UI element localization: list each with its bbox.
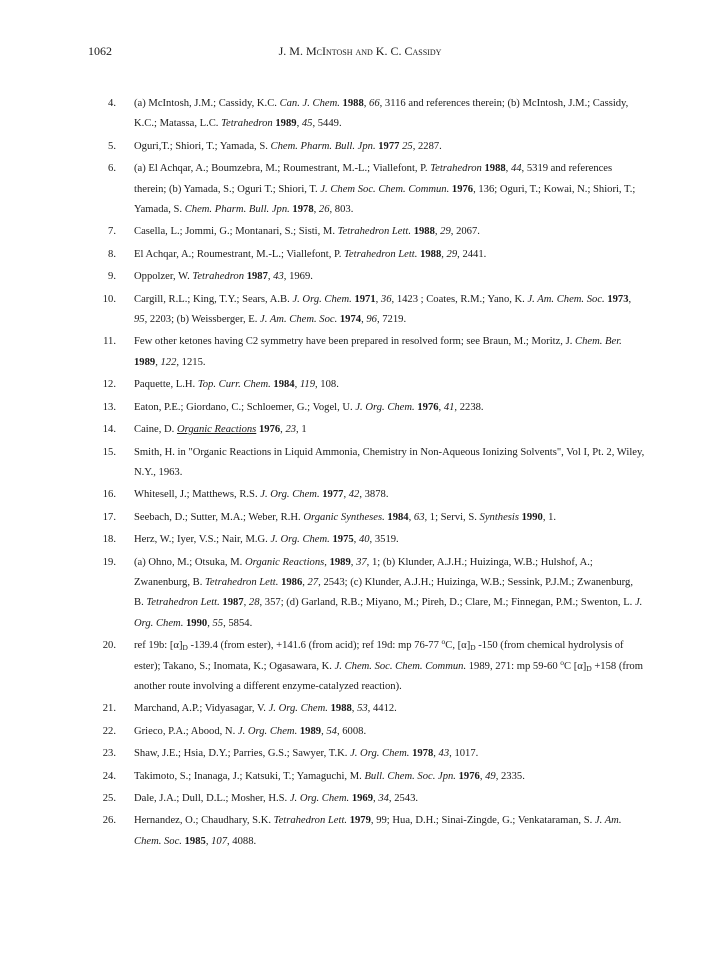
reference-item xyxy=(100,245,645,265)
reference-text: Takimoto, S.; Inanaga, J.; Katsuki, T.; Yamaguchi, M. Bull. Chem. Soc. Jpn. 1976, 49, 2335. xyxy=(134,770,525,782)
reference-number: 11. xyxy=(103,336,116,348)
reference-item xyxy=(100,699,645,719)
running-head-text: J. M. McIntosh and K. C. Cassidy xyxy=(278,44,442,58)
reference-text: Whitesell, J.; Matthews, R.S. J. Org. Chem. 1977, 42, 3878. xyxy=(134,489,389,501)
reference-item xyxy=(100,159,645,220)
reference-item xyxy=(100,485,645,505)
reference-number: 6. xyxy=(108,163,116,175)
reference-text: (a) Ohno, M.; Otsuka, M. Organic Reactions, 1989, 37, 1; (b) Klunder, A.J.H.; Huizinga, W.B.; Hulshof, A.; Zwanenburg, B. Tetrahedron Lett. 1986, 27, 2543; (c) Klunder, A.J.H.; Huizinga, W.B.; Sessink, P.J.M.; Zwanenburg, B. Tetrahedron Lett. 1987, 28, 357; (d) Garland, R.B.; Miyano, M.; Pireh, D.; Clare, M.; Finnegan, P.M.; Swenton, L. J. Org. Chem. 1990, 55, 5854. xyxy=(134,556,643,629)
reference-number: 15. xyxy=(102,446,116,458)
reference-number: 8. xyxy=(108,248,116,260)
reference-number: 16. xyxy=(102,489,116,501)
reference-number: 19. xyxy=(102,556,116,568)
reference-number: 24. xyxy=(102,770,116,782)
reference-text: Marchand, A.P.; Vidyasagar, V. J. Org. Chem. 1988, 53, 4412. xyxy=(134,703,397,715)
reference-text: (a) El Achqar, A.; Boumzebra, M.; Roumestrant, M.-L.; Viallefont, P. Tetrahedron 1988, 44, 5319 and references therein; (b) Yamada, S.; Oguri T.; Shiori, T. J. Chem Soc. Chem. Commun. 1976, 136; Oguri, T.; Kowai, N.; Shiori, T.; Yamada, S. Chem. Pharm. Bull. Jpn. 1978, 26, 803. xyxy=(134,163,636,216)
reference-item xyxy=(100,553,645,635)
reference-number: 21. xyxy=(102,703,116,715)
running-head xyxy=(88,44,632,59)
reference-item xyxy=(100,767,645,787)
reference-item xyxy=(100,722,645,742)
reference-item xyxy=(100,789,645,809)
reference-number: 25. xyxy=(102,793,116,804)
reference-text: ref 19b: $[\alpha]_D$ -139.4 (from ester), +141.6 (from acid); ref 19d: mp 76-77 $^o$C, $[\alpha]_D$ -150 (from chemical hydrolysis of ester); Takano, S.; Inomata, K.; Ogasawara, K. J. Chem. Soc. Chem. Commun. 1989, 271: mp 59-60 $^o$C $[\alpha]_D +158$ (from another route involving a different enzyme-catalyzed reaction). xyxy=(134,637,643,692)
reference-item xyxy=(100,267,645,287)
reference-item xyxy=(100,420,645,440)
reference-text: Seebach, D.; Sutter, M.A.; Weber, R.H. Organic Syntheses. 1984, 63, 1; Servi, S. Synthesis 1990, 1. xyxy=(134,511,557,523)
reference-number: 10. xyxy=(102,293,116,305)
reference-item xyxy=(100,508,645,528)
reference-item xyxy=(100,398,645,418)
reference-text: Eaton, P.E.; Giordano, C.; Schloemer, G.; Vogel, U. J. Org. Chem. 1976, 41, 2238. xyxy=(134,401,484,413)
reference-item xyxy=(100,332,645,373)
reference-item xyxy=(100,94,645,135)
reference-number: 23. xyxy=(102,748,116,760)
page-number: 1062 xyxy=(88,44,112,58)
reference-item xyxy=(100,443,645,484)
reference-text: Oguri,T.; Shiori, T.; Yamada, S. Chem. Pharm. Bull. Jpn. 1977 25, 2287. xyxy=(134,140,442,152)
reference-text: Grieco, P.A.; Abood, N. J. Org. Chem. 1989, 54, 6008. xyxy=(134,725,367,737)
reference-text: Herz, W.; Iyer, V.S.; Nair, M.G. J. Org. Chem. 1975, 40, 3519. xyxy=(134,534,399,546)
reference-text: Smith, H. in "Organic Reactions in Liquid Ammonia, Chemistry in Non-Aqueous Ionizing Solvents", Vol I, Pt. 2, Wiley, N.Y., 1963. xyxy=(134,446,645,478)
reference-text: Casella, L.; Jommi, G.; Montanari, S.; Sisti, M. Tetrahedron Lett. 1988, 29, 2067. xyxy=(134,226,480,238)
reference-number: 14. xyxy=(102,424,116,436)
reference-number: 20. xyxy=(102,640,116,652)
reference-text: Shaw, J.E.; Hsia, D.Y.; Parries, G.S.; Sawyer, T.K. J. Org. Chem. 1978, 43, 1017. xyxy=(134,748,479,760)
reference-number: 12. xyxy=(102,379,116,391)
reference-text: Paquette, L.H. Top. Curr. Chem. 1984, 119, 108. xyxy=(134,379,339,391)
reference-list xyxy=(100,94,645,854)
reference-number: 22. xyxy=(102,725,116,737)
reference-text: (a) McIntosh, J.M.; Cassidy, K.C. Can. J. Chem. 1988, 66, 3116 and references therein; (b) McIntosh, J.M.; Cassidy, K.C.; Matassa, L.C. Tetrahedron 1989, 45, 5449. xyxy=(134,98,629,130)
reference-text: Hernandez, O.; Chaudhary, S.K. Tetrahedron Lett. 1979, 99; Hua, D.H.; Sinai-Zingde, G.; Venkataraman, S. J. Am. Chem. Soc. 1985, 107, 4088. xyxy=(134,815,622,847)
reference-number: 9. xyxy=(108,271,116,283)
page-header xyxy=(88,44,632,62)
reference-item xyxy=(100,222,645,242)
reference-item xyxy=(100,375,645,395)
reference-item xyxy=(100,744,645,764)
reference-number: 26. xyxy=(102,815,116,827)
reference-text: Caine, D. Organic Reactions 1976, 23, 1 xyxy=(134,424,307,436)
reference-text: Dale, J.A.; Dull, D.L.; Mosher, H.S. J. Org. Chem. 1969, 34, 2543. xyxy=(134,793,419,804)
reference-text: Few other ketones having C2 symmetry have been prepared in resolved form; see Braun, M.; Moritz, J. Chem. Ber. 1989, 122, 1215. xyxy=(134,336,622,368)
reference-item xyxy=(100,811,645,852)
reference-number: 18. xyxy=(102,534,116,546)
reference-text: Cargill, R.L.; King, T.Y.; Sears, A.B. J. Org. Chem. 1971, 36, 1423 ; Coates, R.M.; Yano, K. J. Am. Chem. Soc. 1973, 95, 2203; (b) Weissberger, E. J. Am. Chem. Soc. 1974, 96, 7219. xyxy=(134,293,632,326)
reference-item xyxy=(100,290,645,331)
reference-number: 17. xyxy=(102,511,116,523)
reference-number: 5. xyxy=(108,140,116,152)
reference-item xyxy=(100,530,645,550)
reference-item xyxy=(100,636,645,697)
reference-text: Oppolzer, W. Tetrahedron 1987, 43, 1969. xyxy=(134,271,313,283)
reference-number: 13. xyxy=(102,401,116,413)
reference-item xyxy=(100,137,645,157)
reference-number: 7. xyxy=(108,226,116,238)
reference-number: 4. xyxy=(108,98,116,109)
reference-text: El Achqar, A.; Roumestrant, M.-L.; Viallefont, P. Tetrahedron Lett. 1988, 29, 2441. xyxy=(134,248,487,260)
